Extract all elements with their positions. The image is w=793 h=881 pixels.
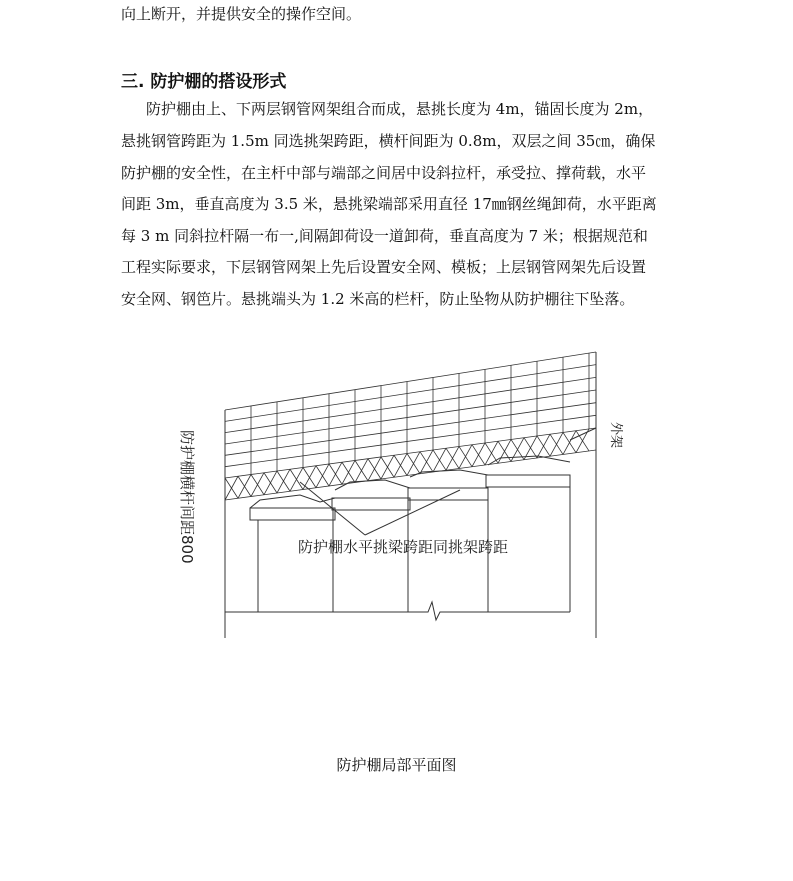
paragraph-line-4: 间距 3m，垂直高度为 3.5 米，悬挑梁端部采用直径 17㎜钢丝绳卸荷，水平距离 [121,195,657,213]
shed-crossbar-spacing-label: 防护棚横杆间距800 [178,430,196,564]
truss-band [225,428,596,500]
protection-shed-plan-drawing [160,340,630,650]
figure-caption: 防护棚局部平面图 [336,756,457,774]
paragraph-line-2: 悬挑钢管跨距为 1.5m 同选挑架跨距，横杆间距为 0.8m，双层之间 35㎝，确保 [121,132,656,150]
paragraph-line-1: 防护棚由上、下两层钢管网架组合而成，悬挑长度为 4m，锚固长度为 2m， [146,100,654,118]
paragraph-line-7: 安全网、钢笆片。悬挑端头为 1.2 米高的栏杆，防止坠物从防护棚往下坠落。 [121,290,635,308]
outer-frame-label: 外架 [608,422,623,449]
paragraph-line-3: 防护棚的安全性，在主杆中部与端部之间居中设斜拉杆，承受拉、撑荷载，水平 [121,164,647,182]
building-outline [225,352,596,638]
paragraph-line-6: 工程实际要求，下层钢管网架上先后设置安全网、模板；上层钢管网架先后设置 [121,258,647,276]
paragraph-line-5: 每 3 m 同斜拉杆隔一布一,间隔卸荷设一道卸荷，垂直高度为 7 米；根据规范和 [121,227,648,245]
intro-line: 向上断开，并提供安全的操作空间。 [121,5,362,23]
section-heading: 三. 防护棚的搭设形式 [121,72,287,92]
beam-span-label: 防护棚水平挑梁跨距同挑架跨距 [298,538,509,556]
